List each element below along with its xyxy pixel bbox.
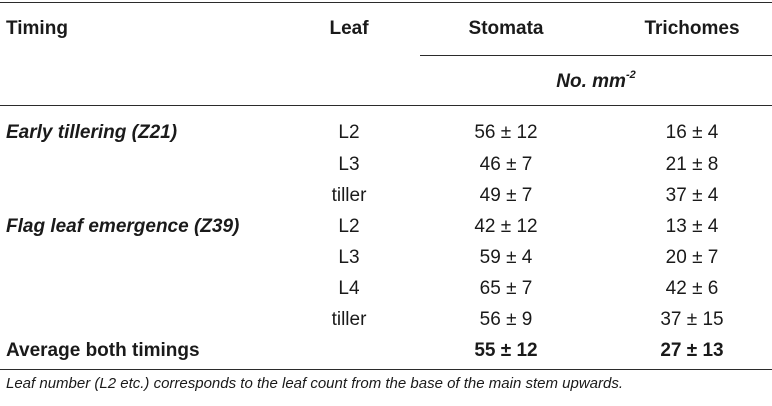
table-footnote: Leaf number (L2 etc.) corresponds to the leaf count from the base of the main stem upwards. bbox=[6, 375, 623, 392]
table-top-rule bbox=[0, 2, 772, 3]
leaf-cell: L3 bbox=[338, 154, 360, 175]
header-bottom-rule bbox=[0, 105, 772, 106]
trichomes-cell: 37 ± 4 bbox=[665, 185, 719, 206]
stomata-cell: 56 ± 12 bbox=[474, 122, 538, 143]
leaf-cell: L2 bbox=[338, 122, 360, 143]
header-sub-rule bbox=[420, 55, 772, 56]
leaf-cell: tiller bbox=[331, 185, 367, 206]
leaf-cell: L4 bbox=[338, 278, 360, 299]
header-timing: Timing bbox=[6, 18, 68, 39]
header-leaf: Leaf bbox=[329, 18, 369, 39]
stomata-cell: 46 ± 7 bbox=[479, 154, 533, 175]
leaf-cell: L3 bbox=[338, 247, 360, 268]
group-label: Flag leaf emergence (Z39) bbox=[6, 216, 240, 237]
trichomes-cell: 20 ± 7 bbox=[665, 247, 719, 268]
average-label: Average both timings bbox=[6, 340, 200, 361]
group-label: Early tillering (Z21) bbox=[6, 122, 178, 143]
table-bottom-rule bbox=[0, 369, 772, 370]
trichomes-cell: 37 ± 15 bbox=[660, 309, 724, 330]
header-stomata: Stomata bbox=[468, 18, 544, 39]
leaf-cell: L2 bbox=[338, 216, 360, 237]
unit-base: No. mm bbox=[556, 71, 626, 92]
stomata-cell: 49 ± 7 bbox=[479, 185, 533, 206]
average-trichomes: 27 ± 13 bbox=[660, 340, 724, 361]
unit-exponent: -2 bbox=[625, 68, 636, 81]
stomata-cell: 59 ± 4 bbox=[479, 247, 533, 268]
stomata-cell: 65 ± 7 bbox=[479, 278, 533, 299]
trichomes-cell: 16 ± 4 bbox=[665, 122, 719, 143]
trichomes-cell: 21 ± 8 bbox=[665, 154, 719, 175]
average-stomata: 55 ± 12 bbox=[474, 340, 538, 361]
header-trichomes: Trichomes bbox=[644, 18, 740, 39]
header-unit bbox=[556, 68, 636, 93]
leaf-cell: tiller bbox=[331, 309, 367, 330]
trichomes-cell: 42 ± 6 bbox=[665, 278, 719, 299]
trichomes-cell: 13 ± 4 bbox=[665, 216, 719, 237]
stomata-cell: 42 ± 12 bbox=[474, 216, 538, 237]
stomata-cell: 56 ± 9 bbox=[479, 309, 533, 330]
